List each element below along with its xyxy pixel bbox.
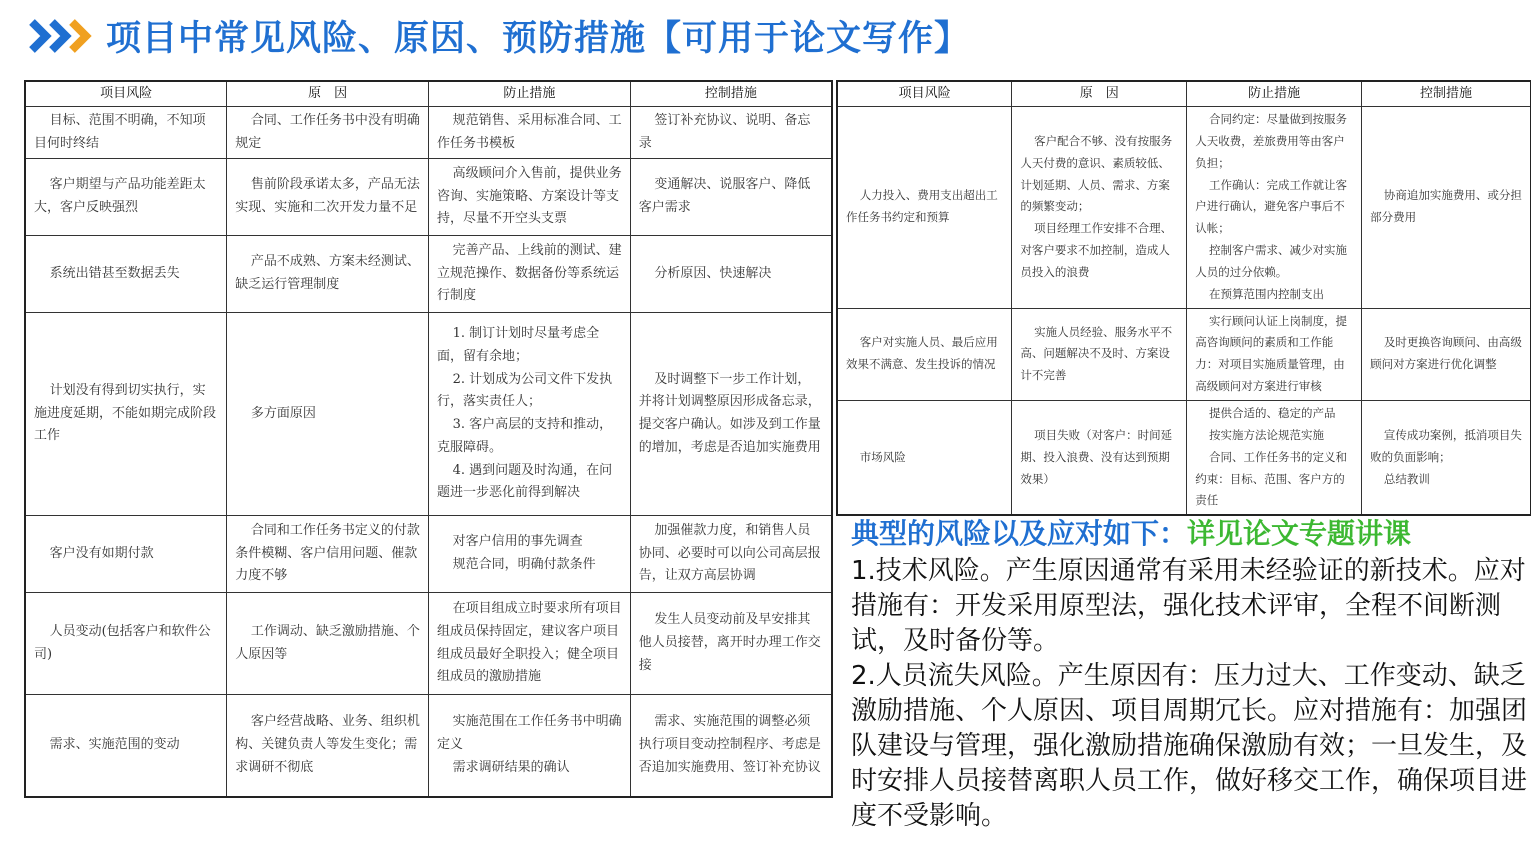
- cell-risk: [837, 400, 1012, 515]
- summary-paragraph-tech-risk: 1.技术风险。产生原因通常有采用未经验证的新技术。应对措施有：开发采用原型法，强化技术评审，全程不间断测试，及时备份等。: [851, 556, 1526, 657]
- cell-text: 及时更换咨询顾问、由高级顾问对方案进行优化调整: [1370, 335, 1522, 372]
- cell-text: 项目经理工作安排不合理、对客户要求不加控制，造成人员投入的浪费: [1020, 221, 1173, 279]
- cell-risk: [25, 236, 227, 313]
- cell-control: [1362, 107, 1531, 309]
- cell-prevent: [429, 107, 631, 159]
- cell-text: 人力投入、费用支出超出工作任务书约定和预算: [846, 188, 998, 225]
- cell-text: 市场风险: [859, 449, 906, 464]
- cell-text: 签订补充协议、说明、备忘录: [638, 112, 811, 151]
- table-row: [837, 107, 1531, 309]
- column-header: 项目风险: [837, 81, 1012, 107]
- column-header: 防止措施: [429, 81, 631, 107]
- cell-text: 及时调整下一步工作计划，并将计划调整原因形成备忘录，提交客户确认。如涉及到工作量的增加，考虑是否追加实施费用: [638, 371, 821, 455]
- left-header-row: [25, 81, 832, 107]
- cell-prevent: [1187, 107, 1362, 309]
- cell-text: 实行顾问认证上岗制度，提高咨询顾问的素质和工作能力：对项目实施质量管理，由高级顾问对方案进行审核: [1195, 313, 1348, 394]
- cell-cause: [227, 593, 429, 695]
- cell-risk: [25, 516, 227, 593]
- cell-cause: [227, 313, 429, 516]
- cell-text: 在项目组成立时要求所有项目组成员保持固定，建议客户项目组成员最好全职投入；健全项目组成员的激励措施: [437, 601, 622, 685]
- cell-text: 目标、范围不明确，不知项目何时终结: [34, 112, 206, 151]
- cell-text: 工作确认：完成工作就让客户进行确认，避免客户事后不认帐；: [1195, 177, 1348, 236]
- table-row: [25, 236, 832, 313]
- cell-control: [630, 313, 832, 516]
- cell-text: 需求、实施范围的变动: [49, 736, 180, 752]
- cell-prevent: [429, 593, 631, 695]
- cell-control: [630, 107, 832, 159]
- cell-text: 提供合适的、稳定的产品: [1209, 405, 1336, 420]
- left-table-body: [25, 107, 832, 797]
- cell-text: 总结教训: [1383, 471, 1430, 486]
- cell-cause: [227, 516, 429, 593]
- cell-prevent: [429, 695, 631, 797]
- cell-text: 合同、工作任务书的定义和约束：目标、范围、客户方的责任: [1195, 449, 1348, 508]
- cell-text: 分析原因、快速解决: [654, 265, 772, 281]
- cell-risk: [25, 313, 227, 516]
- cell-text: 变通解决、说服客户、降低客户需求: [638, 177, 811, 215]
- table-row: [837, 308, 1531, 400]
- column-header: 原 因: [1012, 81, 1187, 107]
- cell-text: 合同约定：尽量做到按服务人天收费，差旅费用等由客户负担；: [1195, 112, 1348, 170]
- cell-text: 规范合同，明确付款条件: [452, 557, 596, 572]
- cell-risk: [837, 308, 1012, 400]
- table-row: [25, 107, 832, 159]
- cell-text: 实施人员经验、服务水平不高、问题解决不及时、方案设计不完善: [1020, 324, 1173, 383]
- cell-prevent: [429, 159, 631, 236]
- cell-text: 客户经营战略、业务、组织机构、关键负责人等发生变化；需求调研不彻底: [235, 714, 420, 775]
- summary-heading-reference: 详见论文专题讲课: [1187, 517, 1412, 550]
- cell-text: 需求调研结果的确认: [452, 759, 570, 775]
- cell-text: 客户期望与产品功能差距太大，客户反映强烈: [34, 177, 206, 215]
- cell-text: 售前阶段承诺太多，产品无法实现、实施和二次开发力量不足: [235, 177, 420, 215]
- table-row: [837, 400, 1531, 515]
- triple-chevron-icon: [28, 16, 96, 56]
- cell-text: 人员变动(包括客户和软件公司): [34, 623, 211, 662]
- table-row: [25, 313, 832, 516]
- cell-control: [630, 516, 832, 593]
- cell-text: 发生人员变动前及早安排其他人员接替，离开时办理工作交接: [638, 612, 821, 673]
- cell-risk: [25, 159, 227, 236]
- cell-text: 合同和工作任务书定义的付款条件模糊、客户信用问题、催款力度不够: [235, 522, 420, 584]
- column-header: 控制措施: [630, 81, 832, 107]
- cell-cause: [227, 236, 429, 313]
- cell-prevent: [429, 236, 631, 313]
- cell-text: 规范销售、采用标准合同、工作任务书模板: [437, 112, 622, 151]
- cell-text: 客户对实施人员、最后应用效果不满意、发生投诉的情况: [846, 335, 998, 372]
- column-header: 项目风险: [25, 81, 227, 107]
- cell-risk: [25, 695, 227, 797]
- column-header: 防止措施: [1187, 81, 1362, 107]
- cell-prevent: [429, 516, 631, 593]
- cell-prevent: [1187, 400, 1362, 515]
- cell-control: [630, 236, 832, 313]
- cell-cause: [227, 107, 429, 159]
- cell-text: 3. 客户高层的支持和推动，克服障碍。: [437, 417, 613, 455]
- page-title: 项目中常见风险、原因、预防措施【可用于论文写作】: [106, 19, 971, 59]
- right-risk-table: [836, 80, 1531, 516]
- cell-text: 工作调动、缺乏激励措施、个人原因等: [235, 623, 420, 662]
- cell-risk: [837, 107, 1012, 309]
- cell-text: 1. 制订计划时尽量考虑全面，留有余地；: [437, 326, 600, 364]
- right-table-body: [837, 107, 1531, 516]
- table-row: [25, 695, 832, 797]
- cell-risk: [25, 593, 227, 695]
- summary-section: [851, 516, 1531, 834]
- cell-text: 在预算范围内控制支出: [1209, 286, 1325, 301]
- table-row: [25, 593, 832, 695]
- cell-text: 项目失败（对客户：时间延期、投入浪费、没有达到预期效果）: [1020, 427, 1173, 486]
- summary-body: [851, 554, 1531, 834]
- summary-heading-main: 典型的风险以及应对如下：: [851, 517, 1188, 550]
- cell-text: 宣传成功案例，抵消项目失败的负面影响；: [1370, 427, 1522, 464]
- table-row: [25, 516, 832, 593]
- cell-control: [630, 695, 832, 797]
- cell-text: 按实施方法论规范实施: [1209, 427, 1325, 442]
- cell-cause: [1012, 107, 1187, 309]
- summary-paragraph-staff-risk: 2.人员流失风险。产生原因有：压力过大、工作变动、缺乏激励措施、个人原因、项目周期冗长。应对措施有：加强团队建设与管理，强化激励措施确保激励有效；一旦发生，及时安排人员接替离职人员工作，做好移交工作，确保项目进度不受影响。: [851, 661, 1528, 832]
- cell-text: 2. 计划成为公司文件下发执行，落实责任人；: [437, 371, 613, 410]
- cell-text: 产品不成熟、方案未经测试、缺乏运行管理制度: [235, 254, 420, 292]
- cell-cause: [1012, 400, 1187, 515]
- column-header: 原 因: [227, 81, 429, 107]
- title-bar: [28, 8, 970, 64]
- cell-prevent: [1187, 308, 1362, 400]
- cell-control: [1362, 308, 1531, 400]
- summary-heading: [851, 516, 1531, 552]
- cell-text: 协商追加实施费用、或分担部分费用: [1370, 188, 1522, 225]
- cell-text: 客户配合不够、没有按服务人天付费的意识、素质较低、计划延期、人员、需求、方案的频繁变动；: [1020, 133, 1173, 214]
- cell-control: [630, 159, 832, 236]
- cell-text: 合同、工作任务书中没有明确规定: [235, 112, 420, 151]
- cell-control: [1362, 400, 1531, 515]
- column-header: 控制措施: [1362, 81, 1531, 107]
- cell-text: 4. 遇到问题及时沟通，在问题进一步恶化前得到解决: [437, 462, 613, 501]
- cell-text: 加强催款力度，和销售人员协同、必要时可以向公司高层报告，让双方高层协调: [638, 522, 821, 584]
- cell-text: 需求、实施范围的调整必须执行项目变动控制程序、考虑是否追加实施费用、签订补充协议: [638, 714, 821, 775]
- cell-cause: [227, 695, 429, 797]
- cell-text: 对客户信用的事先调查: [452, 534, 583, 550]
- cell-text: 计划没有得到切实执行，实施进度延期，不能如期完成阶段工作: [34, 382, 217, 444]
- cell-cause: [1012, 308, 1187, 400]
- cell-cause: [227, 159, 429, 236]
- cell-text: 控制客户需求、减少对实施人员的过分依赖。: [1195, 243, 1348, 279]
- cell-text: 客户没有如期付款: [49, 545, 154, 561]
- right-header-row: [837, 81, 1531, 107]
- left-risk-table: [24, 80, 833, 798]
- cell-text: 高级顾问介入售前，提供业务咨询、实施策略、方案设计等支持，尽量不开空头支票: [437, 165, 622, 227]
- table-row: [25, 159, 832, 236]
- cell-control: [630, 593, 832, 695]
- cell-text: 完善产品、上线前的测试、建立规范操作、数据备份等系统运行制度: [437, 242, 622, 304]
- cell-risk: [25, 107, 227, 159]
- cell-text: 多方面原因: [250, 405, 316, 421]
- cell-text: 系统出错甚至数据丢失: [49, 265, 180, 281]
- cell-text: 实施范围在工作任务书中明确定义: [437, 714, 622, 752]
- cell-prevent: [429, 313, 631, 516]
